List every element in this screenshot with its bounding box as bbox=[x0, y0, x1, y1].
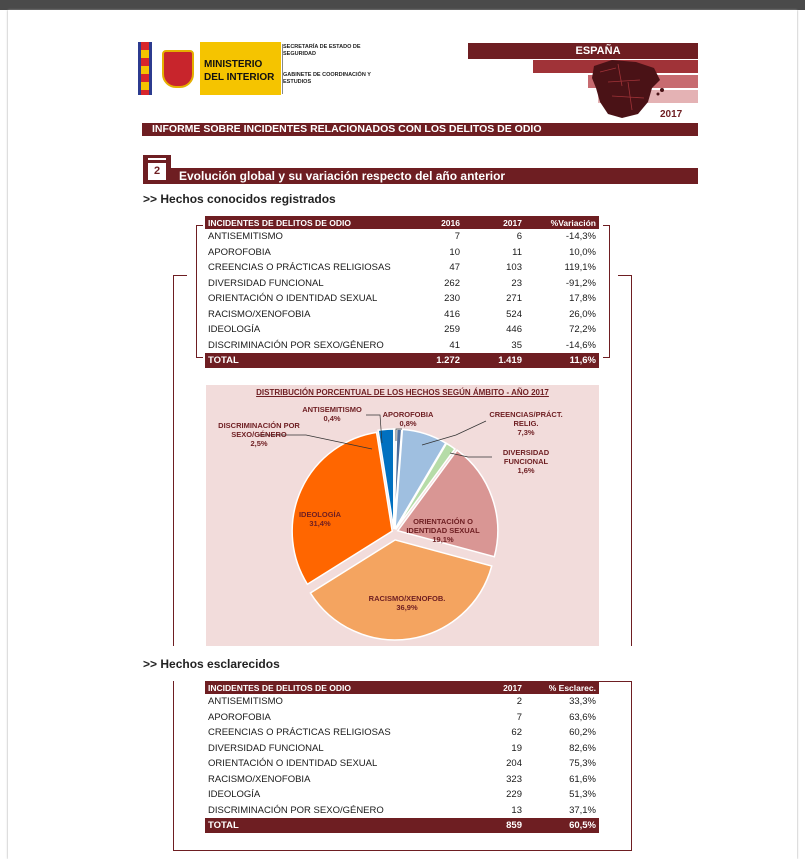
row-value: 10 bbox=[449, 246, 460, 258]
table-header-row bbox=[205, 216, 599, 229]
row-value: 13 bbox=[511, 804, 522, 816]
label-aporofobia-value: 0,8% bbox=[399, 419, 417, 428]
row-label: ANTISEMITISMO bbox=[208, 696, 283, 708]
row-value: 204 bbox=[506, 758, 522, 770]
row-value: 75,3% bbox=[569, 758, 596, 770]
label-antisemitismo-value: 0,4% bbox=[323, 414, 341, 423]
table-header-row bbox=[205, 681, 599, 694]
row-value: 6 bbox=[516, 231, 522, 243]
table-row bbox=[205, 710, 599, 726]
table-row bbox=[205, 229, 599, 245]
row-value: 37,1% bbox=[569, 804, 596, 816]
row-value: 446 bbox=[506, 324, 522, 336]
row-label: IDEOLOGÍA bbox=[208, 789, 261, 801]
column-header-2017: 2017 bbox=[463, 216, 525, 229]
label-ideologia-value: 31,4% bbox=[309, 519, 331, 528]
row-label: CREENCIAS O PRÁCTICAS RELIGIOSAS bbox=[208, 262, 391, 274]
total-value: 859 bbox=[463, 818, 525, 833]
label-diversidad-name: DIVERSIDAD bbox=[502, 448, 550, 457]
row-value: 103 bbox=[506, 262, 522, 274]
row-label: ANTISEMITISMO bbox=[208, 231, 283, 243]
row-value: 230 bbox=[444, 293, 460, 305]
row-value: 82,6% bbox=[569, 742, 596, 754]
total-label: TOTAL bbox=[205, 818, 463, 833]
ministry-name bbox=[204, 58, 274, 84]
coat-of-arms-icon bbox=[162, 50, 194, 88]
secretaria-text bbox=[283, 44, 393, 86]
row-value: 271 bbox=[506, 293, 522, 305]
label-racismo-value: 36,9% bbox=[396, 603, 418, 612]
label-discriminacion-value: 2,5% bbox=[250, 439, 268, 448]
label-discriminacion-name: DISCRIMINACIÓN POR bbox=[218, 421, 300, 430]
report-year: 2017 bbox=[660, 109, 683, 120]
label-orientacion-name: ORIENTACIÓN O bbox=[413, 517, 473, 526]
row-value: 11 bbox=[512, 246, 522, 258]
row-value: 119,1% bbox=[564, 262, 596, 274]
viewer-top-bar bbox=[0, 0, 805, 10]
row-label: ORIENTACIÓN O IDENTIDAD SEXUAL bbox=[208, 293, 378, 305]
row-value: 524 bbox=[506, 308, 522, 320]
secretaria-label: SECRETARÍA DE ESTADO DE SEGURIDAD bbox=[283, 44, 361, 57]
ministry-name-line1: MINISTERIO bbox=[204, 59, 263, 70]
row-label: DISCRIMINACIÓN POR SEXO/GÉNERO bbox=[208, 339, 384, 351]
row-label: APOROFOBIA bbox=[208, 711, 271, 723]
total-value: 11,6% bbox=[525, 353, 599, 368]
table2-frame-top bbox=[599, 681, 632, 682]
section-title: Evolución global y su variación respecto del año anterior bbox=[171, 168, 698, 184]
row-label: DIVERSIDAD FUNCIONAL bbox=[208, 277, 324, 289]
table-row bbox=[205, 338, 599, 354]
table-row bbox=[205, 787, 599, 803]
row-label: DISCRIMINACIÓN POR SEXO/GÉNERO bbox=[208, 804, 384, 816]
column-header-2016: 2016 bbox=[405, 216, 463, 229]
column-header-incidentes: INCIDENTES DE DELITOS DE ODIO bbox=[205, 216, 405, 229]
total-row bbox=[205, 353, 599, 368]
table-row bbox=[205, 307, 599, 323]
label-aporofobia bbox=[373, 410, 443, 428]
table-row bbox=[205, 260, 599, 276]
row-value: 33,3% bbox=[569, 696, 596, 708]
row-label: RACISMO/XENOFOBIA bbox=[208, 773, 311, 785]
flag-stripes bbox=[141, 42, 149, 95]
gabinete-label: GABINETE DE COORDINACIÓN Y ESTUDIOS bbox=[283, 72, 371, 85]
label-discriminacion-name2: SEXO/GÉNERO bbox=[231, 430, 287, 439]
row-label: DIVERSIDAD FUNCIONAL bbox=[208, 742, 324, 754]
row-label: ORIENTACIÓN O IDENTIDAD SEXUAL bbox=[208, 758, 378, 770]
row-value: 7 bbox=[516, 711, 522, 723]
total-value: 1.272 bbox=[405, 353, 463, 368]
label-ideologia-name: IDEOLOGÍA bbox=[298, 510, 342, 519]
label-antisemitismo-name: ANTISEMITISMO bbox=[302, 405, 362, 414]
row-value: 47 bbox=[449, 262, 460, 274]
hechos-esclarecidos-heading: >> Hechos esclarecidos bbox=[143, 657, 280, 671]
column-header-2017: 2017 bbox=[463, 681, 525, 694]
chart-frame-top-left bbox=[173, 275, 187, 276]
table-row bbox=[205, 245, 599, 261]
label-diversidad bbox=[493, 448, 559, 475]
column-header-esclarec: % Esclarec. bbox=[525, 681, 599, 694]
hechos-esclarecidos-table bbox=[205, 681, 599, 833]
table-row bbox=[205, 322, 599, 338]
label-orientacion-value: 19,1% bbox=[432, 535, 454, 544]
country-label: ESPAÑA bbox=[575, 45, 621, 57]
row-label: RACISMO/XENOFOBIA bbox=[208, 308, 311, 320]
row-value: 262 bbox=[444, 277, 460, 289]
label-racismo bbox=[360, 594, 454, 612]
column-header-incidentes: INCIDENTES DE DELITOS DE ODIO bbox=[205, 681, 463, 694]
total-value: 60,5% bbox=[525, 818, 599, 833]
label-creencias bbox=[480, 410, 572, 437]
row-value: 72,2% bbox=[569, 324, 596, 336]
hechos-conocidos-heading: >> Hechos conocidos registrados bbox=[143, 192, 336, 206]
table-row bbox=[205, 694, 599, 710]
table-row bbox=[205, 276, 599, 292]
label-diversidad-name2: FUNCIONAL bbox=[503, 457, 549, 466]
label-aporofobia-name: APOROFOBIA bbox=[382, 410, 434, 419]
row-value: -91,2% bbox=[565, 277, 596, 289]
row-value: 7 bbox=[454, 231, 460, 243]
ministry-name-line2: DEL INTERIOR bbox=[204, 72, 275, 83]
row-value: 259 bbox=[444, 324, 460, 336]
row-value: 51,3% bbox=[569, 789, 596, 801]
row-value: 61,6% bbox=[569, 773, 596, 785]
ministry-logo bbox=[138, 42, 281, 95]
table-row bbox=[205, 291, 599, 307]
table-row bbox=[205, 741, 599, 757]
table-row bbox=[205, 756, 599, 772]
row-value: 17,8% bbox=[569, 293, 596, 305]
table-row bbox=[205, 772, 599, 788]
row-value: 35 bbox=[511, 339, 522, 351]
label-creencias-value: 7,3% bbox=[517, 428, 535, 437]
label-discriminacion bbox=[212, 421, 306, 448]
row-value: 19 bbox=[511, 742, 522, 754]
chart-title: DISTRIBUCIÓN PORCENTUAL DE LOS HECHOS SEGÚN ÁMBITO - AÑO 2017 bbox=[256, 388, 549, 397]
label-creencias-name2: RELIG. bbox=[513, 419, 539, 428]
row-value: 60,2% bbox=[569, 727, 596, 739]
row-label: IDEOLOGÍA bbox=[208, 324, 261, 336]
row-value: 26,0% bbox=[569, 308, 596, 320]
total-row bbox=[205, 818, 599, 833]
row-label: CREENCIAS O PRÁCTICAS RELIGIOSAS bbox=[208, 727, 391, 739]
hechos-conocidos-table bbox=[205, 216, 599, 368]
label-creencias-name: CREENCIAS/PRÁCT. bbox=[489, 410, 563, 419]
column-header-variacion: %Variación bbox=[525, 216, 599, 229]
row-value: 63,6% bbox=[569, 711, 596, 723]
row-label: APOROFOBIA bbox=[208, 246, 271, 258]
table-row bbox=[205, 803, 599, 819]
chart-frame-top-right bbox=[618, 275, 632, 276]
table-row bbox=[205, 725, 599, 741]
spain-map-icon bbox=[588, 52, 668, 132]
section-number: 2 bbox=[148, 163, 166, 180]
row-value: 416 bbox=[444, 308, 460, 320]
total-value: 1.419 bbox=[463, 353, 525, 368]
label-racismo-name: RACISMO/XENOFOB. bbox=[368, 594, 446, 603]
row-value: -14,3% bbox=[565, 231, 596, 243]
label-orientacion bbox=[398, 517, 488, 544]
row-value: 41 bbox=[449, 339, 460, 351]
row-value: 62 bbox=[511, 727, 522, 739]
section-box-line bbox=[148, 158, 166, 160]
row-value: 2 bbox=[516, 696, 522, 708]
row-value: 229 bbox=[506, 789, 522, 801]
label-orientacion-name2: IDENTIDAD SEXUAL bbox=[406, 526, 480, 535]
row-value: 323 bbox=[506, 773, 522, 785]
label-ideologia bbox=[290, 510, 350, 528]
row-value: -14,6% bbox=[565, 339, 596, 351]
total-label: TOTAL bbox=[205, 353, 405, 368]
row-value: 10,0% bbox=[569, 246, 596, 258]
report-title: INFORME SOBRE INCIDENTES RELACIONADOS CON LOS DELITOS DE ODIO bbox=[142, 123, 698, 136]
label-diversidad-value: 1,6% bbox=[517, 466, 535, 475]
row-value: 23 bbox=[511, 277, 522, 289]
